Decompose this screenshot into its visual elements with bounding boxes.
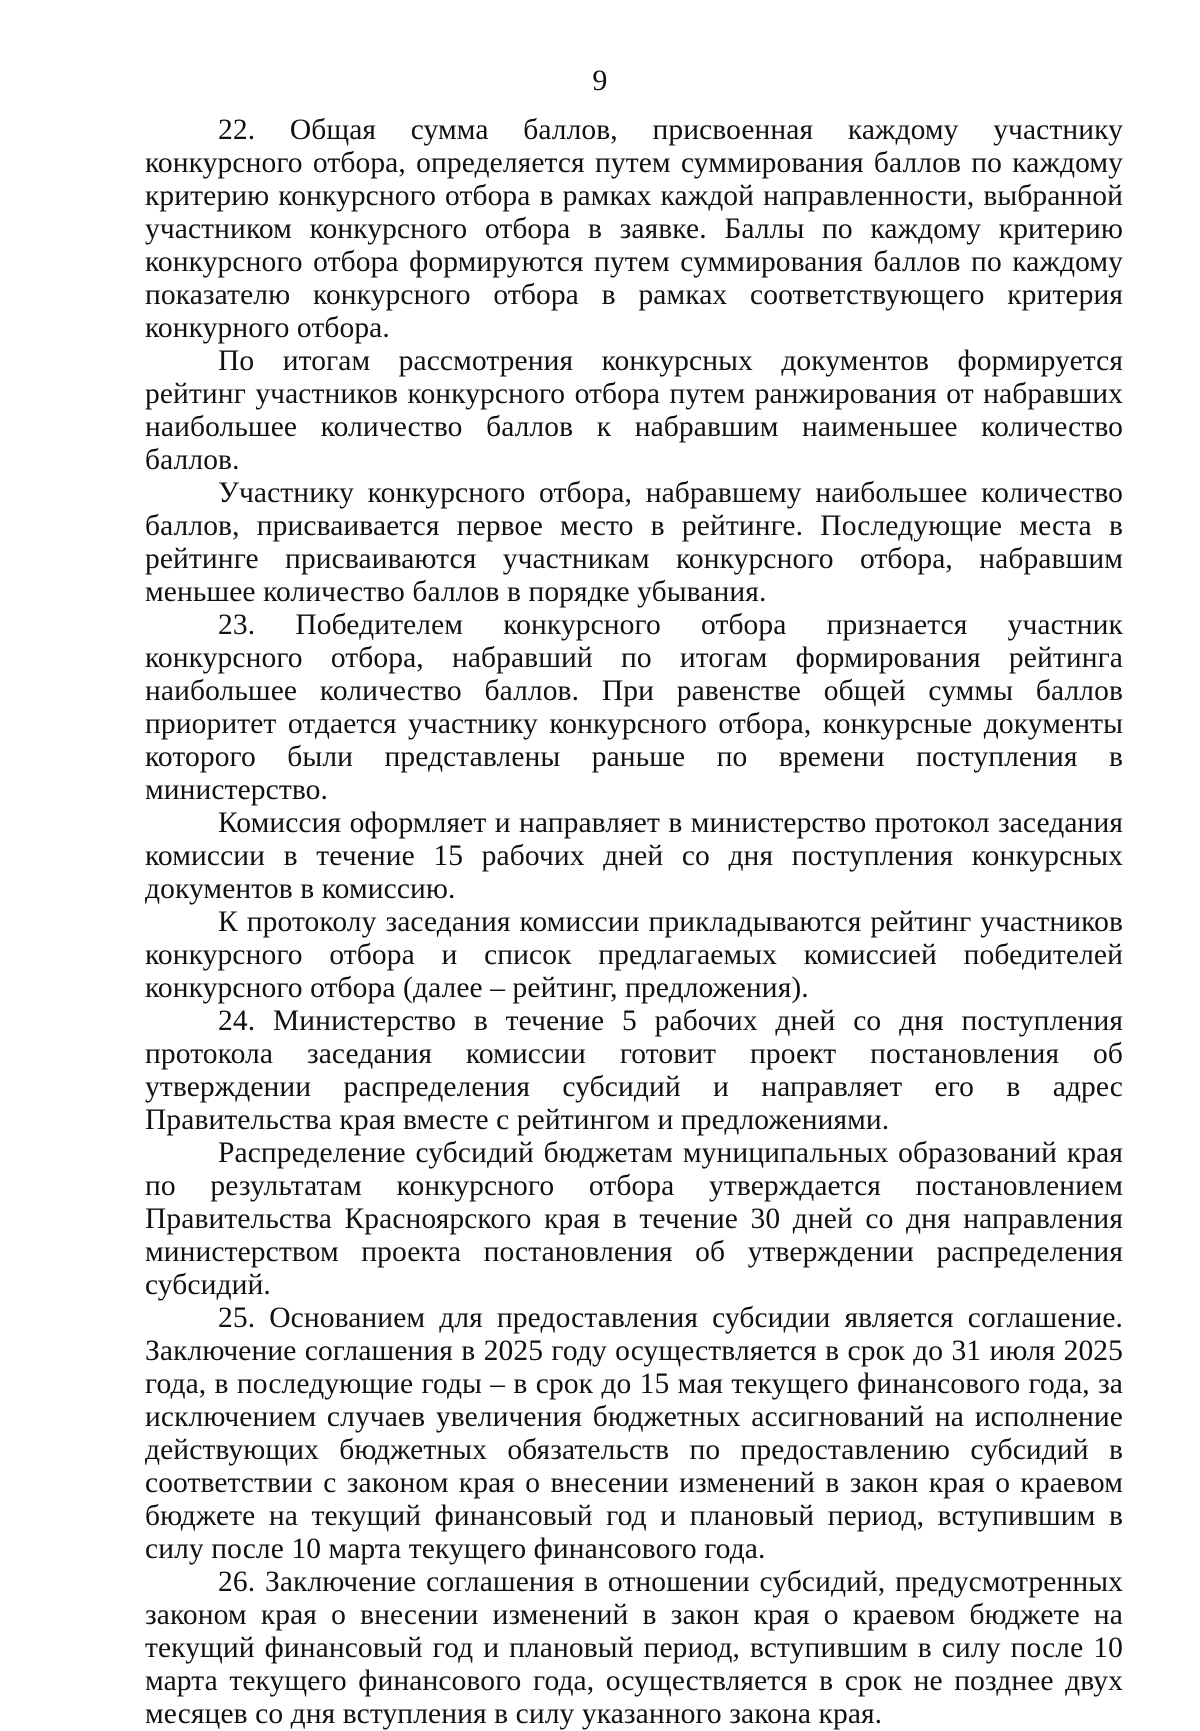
paragraph-subsidy-distribution: Распределение субсидий бюджетам муниципальных образований края по результатам конкурсного отбора утверждается постановлением Правительства Красноярского края в течение 30 дней со дня направления министерством проекта постановления об утверждении распределения субсидий. xyxy=(145,1137,1123,1301)
paragraph-commission-protocol: Комиссия оформляет и направляет в министерство протокол заседания комиссии в течение 15 рабочих дней со дня поступления конкурсных документов в комиссию. xyxy=(145,807,1123,905)
paragraph-rating-formation: По итогам рассмотрения конкурсных документов формируется рейтинг участников конкурсного отбора путем ранжирования от набравших наибольшее количество баллов к набравшим наименьшее количество баллов. xyxy=(145,345,1123,476)
paragraph-25-agreement: 25. Основанием для предоставления субсидии является соглашение. Заключение соглашения в 2025 году осуществляется в срок до 31 июля 2025 года, в последующие годы – в срок до 15 мая текущего финансового года, за исключением случаев увеличения бюджетных ассигнований на исполнение действующих бюджетных обязательств по предоставлению субсидий в соответствии с законом края о внесении изменений в закон края о краевом бюджете на текущий финансовый год и плановый период, вступившим в силу после 10 марта текущего финансового года. xyxy=(145,1302,1123,1565)
paragraph-24-ministry: 24. Министерство в течение 5 рабочих дней со дня поступления протокола заседания комиссии готовит проект постановления об утверждении распределения субсидий и направляет его в адрес Правительства края вместе с рейтингом и предложениями. xyxy=(145,1005,1123,1136)
paragraph-22-total-score: 22. Общая сумма баллов, присвоенная каждому участнику конкурсного отбора, определяется путем суммирования баллов по каждому критерию конкурсного отбора в рамках каждой направленности, выбранной участником конкурсного отбора в заявке. Баллы по каждому критерию конкурсного отбора формируются путем суммирования баллов по каждому показателю конкурсного отбора в рамках соответствующего критерия конкурного отбора. xyxy=(145,114,1123,344)
paragraph-23-winner: 23. Победителем конкурсного отбора признается участник конкурсного отбора, набравший по итогам формирования рейтинга наибольшее количество баллов. При равенстве общей суммы баллов приоритет отдается участнику конкурсного отбора, конкурсные документы которого были представлены раньше по времени поступления в министерство. xyxy=(145,609,1123,806)
paragraph-26-agreement-terms: 26. Заключение соглашения в отношении субсидий, предусмотренных законом края о внесении изменений в закон края о краевом бюджете на текущий финансовый год и плановый период, вступившим в силу после 10 марта текущего финансового года, осуществляется в срок не позднее двух месяцев со дня вступления в силу указанного закона края. xyxy=(145,1566,1123,1730)
page-number: 9 xyxy=(592,64,608,97)
paragraph-rating-places: Участнику конкурсного отбора, набравшему наибольшее количество баллов, присваивается первое место в рейтинге. Последующие места в рейтинге присваиваются участникам конкурсного отбора, набравшим меньшее количество баллов в порядке убывания. xyxy=(145,477,1123,608)
document-body xyxy=(145,114,1123,1731)
paragraph-protocol-attachments: К протоколу заседания комиссии прикладываются рейтинг участников конкурсного отбора и список предлагаемых комиссией победителей конкурсного отбора (далее – рейтинг, предложения). xyxy=(145,906,1123,1004)
